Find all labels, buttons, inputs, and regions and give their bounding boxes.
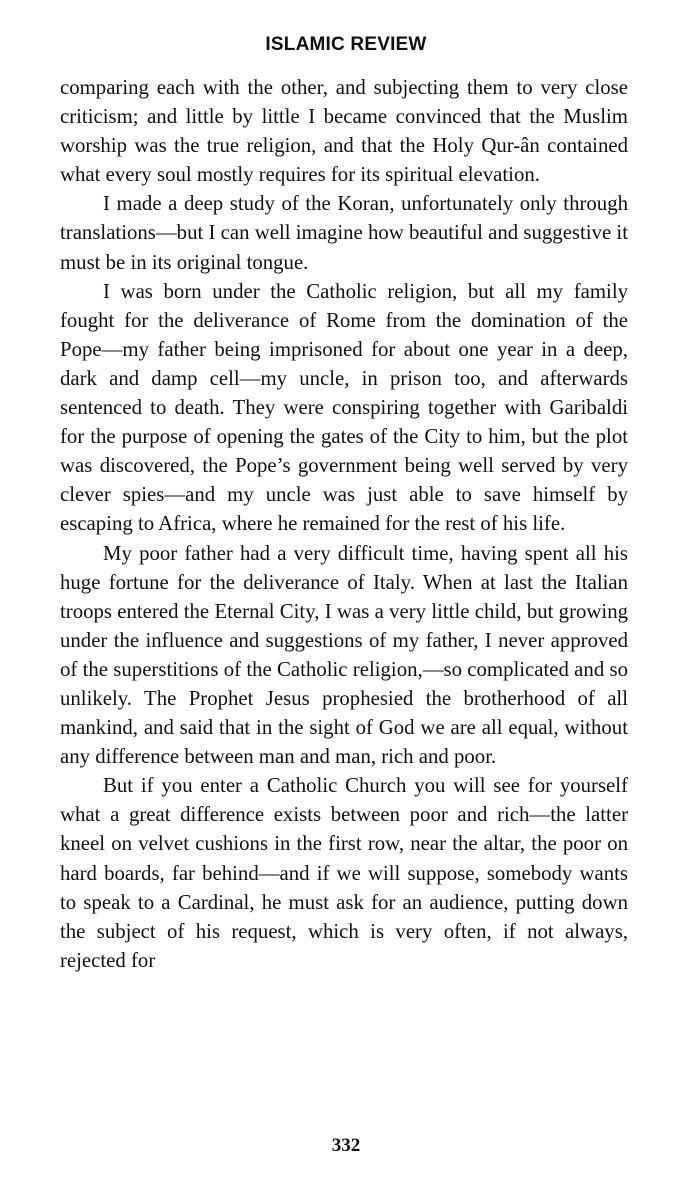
paragraph-continued: comparing each with the other, and subjecting them to very close criticism; and little by little I became convinced that the Muslim worship was the true religion, and that the Holy Qur-ân contained what every soul mostly requires for its spiritual elevation. — [60, 76, 628, 187]
paragraph: But if you enter a Catholic Church you will see for yourself what a great difference exists between poor and rich—the latter kneel on velvet cushions in the first row, near the altar, the poor on hard boards, far behind—and if we will suppose, somebody wants to speak to a Cardinal, he must ask for an audience, putting down the subject of his request, which is very often, if not always, rejected for — [60, 774, 628, 972]
paragraph: I made a deep study of the Koran, unfortunately only through translations—but I can well imagine how beautiful and suggestive it must be in its original tongue. — [60, 192, 628, 274]
page-number: 332 — [331, 1135, 361, 1156]
paragraph: My poor father had a very difficult time, having spent all his huge fortune for the deliverance of Italy. When at last the Italian troops entered the Eternal City, I was a very little child, but growing under the influence and suggestions of my father, I never approved of the superstitions of the Catholic religion,—so complicated and so unlikely. The Prophet Jesus prophesied the brotherhood of all mankind, and said that in the sight of God we are all equal, without any difference between man and man, rich and poor. — [60, 541, 628, 769]
running-title: ISLAMIC REVIEW — [265, 34, 427, 55]
body-text — [60, 73, 628, 975]
paragraph: I was born under the Catholic religion, but all my family fought for the deliverance of Rome from the domination of the Pope—my father being imprisoned for about one year in a deep, dark and damp cell—my uncle, in prison too, and afterwards sentenced to death. They were conspiring together with Garibaldi for the purpose of opening the gates of the City to him, but the plot was discovered, the Pope’s government being well served by very clever spies—and my uncle was just able to save himself by escaping to Africa, where he remained for the rest of his life. — [60, 279, 628, 536]
